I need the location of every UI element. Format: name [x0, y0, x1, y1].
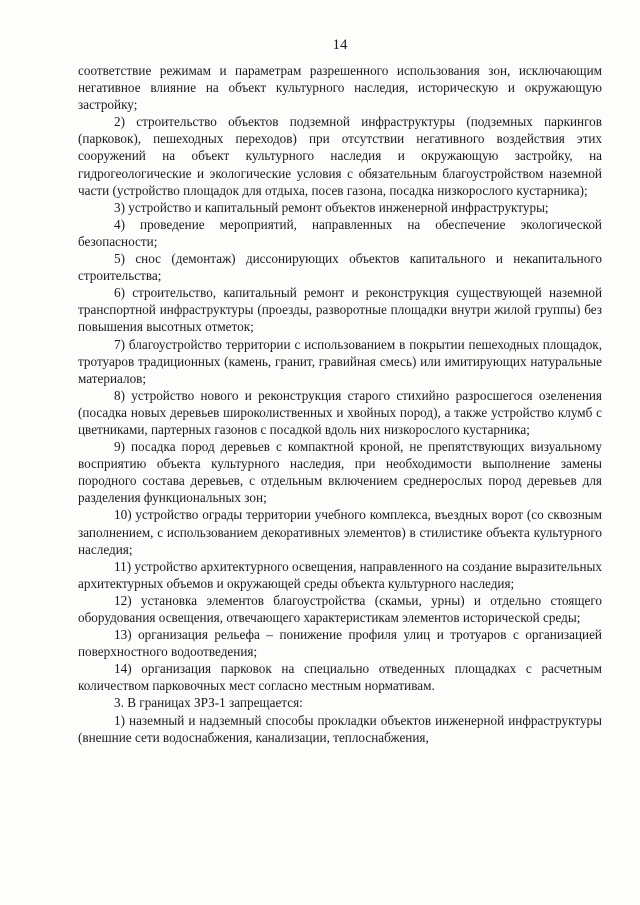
paragraph: 10) устройство ограды территории учебного комплекса, въездных ворот (со сквозным заполнением, с использованием декоративных элементов) в стилистике объекта культурного наследия;	[78, 507, 602, 557]
paragraph: 7) благоустройство территории с использованием в покрытии пешеходных площадок, тротуаров традиционных (камень, гранит, гравийная смесь) или имитирующих натуральные материалов;	[78, 336, 602, 386]
page-number: 14	[332, 37, 348, 53]
paragraph: 8) устройство нового и реконструкция старого стихийно разросшегося озеленения (посадка новых деревьев широколиственных и хвойных пород), а также устройство клумб с цветниками, партерных газонов с посадкой вдоль них низкорослого кустарника;	[78, 387, 602, 437]
document-body	[78, 62, 602, 746]
paragraph: 9) посадка пород деревьев с компактной кроной, не препятствующих визуальному восприятию объекта культурного наследия, при необходимости выполнение замены породного состава деревьев, с отдельным включением среднерослых пород деревьев для разделения функциональных зон;	[78, 439, 602, 506]
paragraph: 4) проведение мероприятий, направленных на обеспечение экологической безопасности;	[78, 216, 602, 249]
paragraph: 2) строительство объектов подземной инфраструктуры (подземных паркингов (парковок), пешеходных переходов) при отсутствии негативного воздействия этих сооружений на объект культурного наследия и окружающую застройку, на гидрогеологические и экологические условия с обязательным благоустройством наземной части (устройство площадок для отдыха, посев газона, посадка низкорослого кустарника);	[78, 114, 602, 198]
paragraph: 3. В границах ЗРЗ-1 запрещается:	[114, 695, 303, 711]
paragraph: 11) устройство архитектурного освещения, направленного на создание выразительных архитектурных объемов и окружающей среды объекта культурного наследия;	[78, 558, 602, 591]
paragraph: 14) организация парковок на специально отведенных площадках с расчетным количеством парковочных мест согласно местным нормативам.	[78, 661, 602, 694]
paragraph: 1) наземный и надземный способы прокладки объектов инженерной инфраструктуры (внешние сети водоснабжения, канализации, теплоснабжения,	[78, 712, 602, 745]
paragraph: 12) установка элементов благоустройства (скамьи, урны) и отдельно стоящего оборудования освещения, отвечающего характеристикам элементов исторической среды;	[78, 592, 602, 625]
paragraph: соответствие режимам и параметрам разрешенного использования зон, исключающим негативное влияние на объект культурного наследия, историческую и окружающую застройку;	[78, 63, 602, 113]
paragraph: 5) снос (демонтаж) диссонирующих объектов капитального и некапитального строительства;	[78, 251, 602, 284]
paragraph: 6) строительство, капитальный ремонт и реконструкция существующей наземной транспортной инфраструктуры (проезды, разворотные площадки внутри жилой группы) без повышения высотных отметок;	[78, 285, 602, 335]
paragraph: 3) устройство и капитальный ремонт объектов инженерной инфраструктуры;	[114, 199, 549, 215]
paragraph: 13) организация рельефа – понижение профиля улиц и тротуаров с организацией поверхностного водоотведения;	[78, 627, 602, 660]
